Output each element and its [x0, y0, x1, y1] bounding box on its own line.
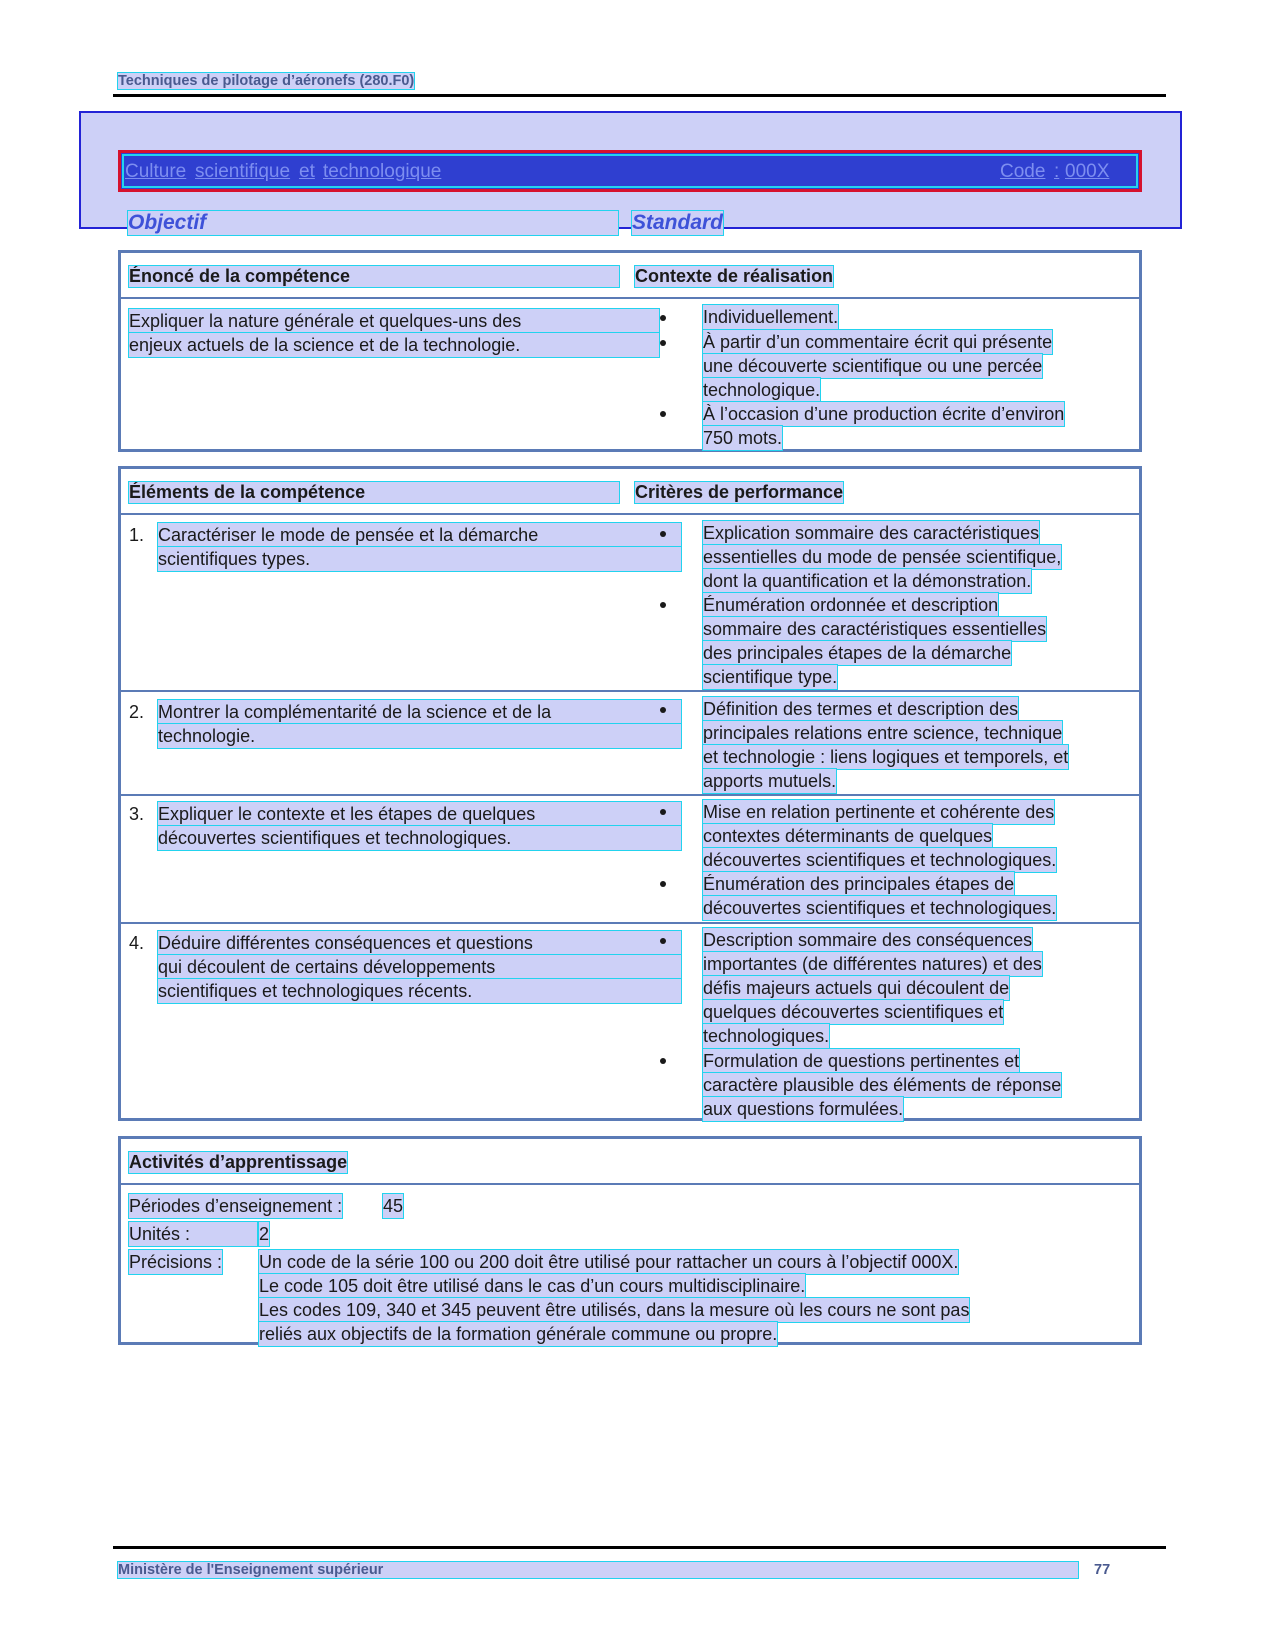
title-word-et: et — [299, 161, 315, 182]
header-rule — [113, 94, 1166, 97]
details-line: Un code de la série 100 ou 200 doit être utilisé pour rattacher un cours à l’objectif 000X. — [259, 1252, 959, 1272]
bullet-icon — [660, 602, 666, 608]
criteria-line: découvertes scientifiques et technologiques. — [703, 898, 1057, 918]
criteria-line: importantes (de différentes natures) et des — [703, 954, 1042, 974]
context-line: À l’occasion d’une production écrite d’environ — [703, 404, 1065, 424]
criteria-line: Description sommaire des conséquences — [703, 930, 1033, 950]
code-label: Code — [1000, 161, 1046, 182]
element-number: 1. — [129, 525, 145, 545]
units-label: Unités : — [129, 1222, 257, 1246]
footer-rule — [113, 1546, 1166, 1549]
code-value: 000X — [1065, 161, 1110, 182]
context-line: une découverte scientifique ou une percée — [703, 356, 1043, 376]
criteria-line: des principales étapes de la démarche — [703, 643, 1012, 663]
details-line: Les codes 109, 340 et 345 peuvent être utilisés, dans la mesure où les cours ne sont pas — [259, 1300, 970, 1320]
element-line: scientifiques types. — [158, 547, 681, 571]
details-line: reliés aux objectifs de la formation générale commune ou propre. — [259, 1324, 778, 1344]
title-word-technologique: technologique — [323, 161, 442, 182]
criteria-line: Énumération des principales étapes de — [703, 874, 1015, 894]
criteria-line: défis majeurs actuels qui découlent de — [703, 978, 1010, 998]
criteria-line: Formulation de questions pertinentes et — [703, 1051, 1020, 1071]
element-line: qui découlent de certains développements — [158, 955, 681, 979]
context-line: Individuellement. — [703, 307, 839, 327]
element-number: 2. — [129, 702, 145, 722]
bullet-icon — [660, 809, 666, 815]
competence-heading: Énoncé de la compétence — [129, 266, 619, 287]
criteria-line: et technologie : liens logiques et temporels, et — [703, 747, 1069, 767]
context-line: À partir d’un commentaire écrit qui présente — [703, 332, 1053, 352]
competence-header — [121, 253, 1139, 299]
title-word-scientifique: scientifique — [195, 161, 291, 182]
context-line: technologique. — [703, 380, 821, 400]
periods-label: Périodes d’enseignement : — [129, 1196, 343, 1216]
page-number: 77 — [1094, 1562, 1111, 1578]
element-row-2 — [121, 690, 1139, 794]
criteria-line: technologiques. — [703, 1026, 830, 1046]
elements-heading: Éléments de la compétence — [129, 482, 619, 503]
criteria-line: essentielles du mode de pensée scientifique, — [703, 547, 1062, 567]
criteria-line: aux questions formulées. — [703, 1099, 904, 1119]
criteria-line: caractère plausible des éléments de réponse — [703, 1075, 1062, 1095]
element-row-4 — [121, 922, 1139, 1124]
criteria-line: apports mutuels. — [703, 771, 837, 791]
element-row-1 — [121, 515, 1139, 690]
criteria-line: Définition des termes et description des — [703, 699, 1019, 719]
bullet-icon — [660, 1058, 666, 1064]
criteria-line: scientifique type. — [703, 667, 838, 687]
competence-statement-line: enjeux actuels de la science et de la technologie. — [129, 333, 659, 357]
element-line: scientifiques et technologiques récents. — [158, 979, 681, 1003]
objective-label: Objectif — [128, 211, 618, 235]
criteria-line: quelques découvertes scientifiques et — [703, 1002, 1004, 1022]
activities-header — [121, 1139, 1139, 1185]
criteria-line: Explication sommaire des caractéristiques — [703, 523, 1040, 543]
title-word-culture: Culture — [125, 161, 187, 182]
details-line: Le code 105 doit être utilisé dans le cas d’un cours multidisciplinaire. — [259, 1276, 806, 1296]
context-heading: Contexte de réalisation — [635, 266, 834, 286]
criteria-line: sommaire des caractéristiques essentielles — [703, 619, 1047, 639]
activities-box — [118, 1136, 1142, 1345]
context-line: 750 mots. — [703, 428, 783, 448]
element-line: Caractériser le mode de pensée et la démarche — [158, 523, 681, 547]
criteria-line: contextes déterminants de quelques — [703, 826, 993, 846]
standard-label: Standard — [632, 211, 724, 234]
element-number: 4. — [129, 933, 145, 953]
bullet-icon — [660, 707, 666, 713]
bullet-icon — [660, 531, 666, 537]
bullet-icon — [660, 340, 666, 346]
element-row-3 — [121, 794, 1139, 922]
periods-value: 45 — [383, 1196, 404, 1216]
elements-box — [118, 466, 1142, 1121]
criteria-line: découvertes scientifiques et technologiques. — [703, 850, 1057, 870]
element-line: technologie. — [158, 724, 681, 748]
criteria-line: dont la quantification et la démonstration. — [703, 571, 1032, 591]
element-line: découvertes scientifiques et technologiques. — [158, 826, 681, 850]
criteria-line: Mise en relation pertinente et cohérente des — [703, 802, 1055, 822]
criteria-line: Énumération ordonnée et description — [703, 595, 999, 615]
units-value: 2 — [259, 1224, 270, 1244]
criteria-line: principales relations entre science, technique — [703, 723, 1063, 743]
bullet-icon — [660, 315, 666, 321]
element-number: 3. — [129, 804, 145, 824]
bullet-icon — [660, 881, 666, 887]
competence-statement-line: Expliquer la nature générale et quelques-uns des — [129, 309, 659, 333]
element-line: Expliquer le contexte et les étapes de quelques — [158, 802, 681, 826]
competence-box — [118, 250, 1142, 452]
details-label: Précisions : — [129, 1252, 223, 1272]
document-header: Techniques de pilotage d’aéronefs (280.F0) — [118, 73, 415, 89]
elements-header — [121, 469, 1139, 515]
element-line: Déduire différentes conséquences et questions — [158, 931, 681, 955]
footer-ministry: Ministère de l'Enseignement supérieur — [118, 1562, 1078, 1578]
course-title-bar — [118, 150, 1142, 192]
element-line: Montrer la complémentarité de la science et de la — [158, 700, 681, 724]
criteria-heading: Critères de performance — [635, 482, 844, 502]
bullet-icon — [660, 938, 666, 944]
activities-heading: Activités d’apprentissage — [129, 1152, 348, 1172]
code-colon: : — [1054, 161, 1060, 182]
bullet-icon — [660, 411, 666, 417]
